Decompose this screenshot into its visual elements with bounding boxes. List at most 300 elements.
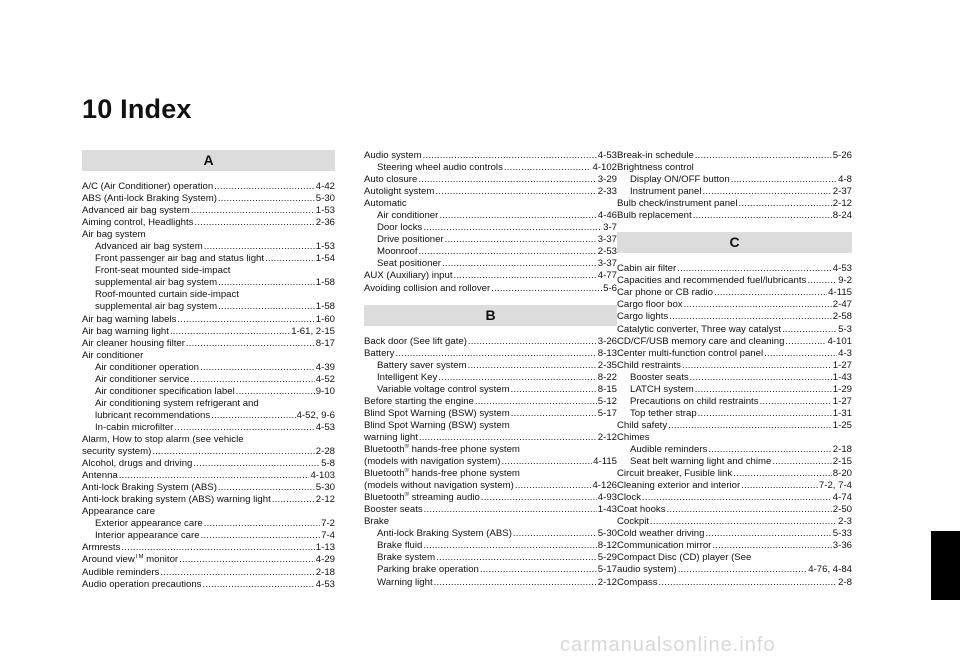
page-ref[interactable]: 2-3 — [838, 516, 852, 528]
entry-term — [377, 577, 433, 589]
entry-term-text: Bulb check/instrument panel — [617, 198, 738, 210]
entry-term — [364, 336, 467, 348]
entry-term-text: Display ON/OFF button — [630, 174, 730, 186]
entry-term-rest: streaming audio — [408, 492, 480, 504]
page-ref[interactable]: 5-8 — [321, 458, 335, 470]
page-ref[interactable]: 1-25 — [832, 419, 852, 431]
dot-leader — [677, 263, 832, 275]
dot-leader — [468, 336, 597, 348]
dot-leader — [201, 530, 321, 542]
entry-term — [95, 277, 217, 289]
page-ref[interactable]: 2-58 — [832, 311, 852, 323]
index-entry — [617, 210, 852, 222]
entry-term — [617, 528, 704, 540]
dot-leader — [782, 324, 837, 336]
entry-term-text: In-cabin microfilter — [95, 421, 174, 433]
entry-term-text: Advanced air bag system — [82, 205, 190, 217]
page-ref[interactable]: 8-15 — [597, 383, 617, 395]
page-ref[interactable]: 4-53 — [832, 263, 852, 275]
page-ref[interactable]: 5-29 — [597, 552, 617, 564]
entry-term — [82, 579, 201, 591]
entry-term-text: Brake system — [377, 552, 436, 564]
entry-term — [630, 186, 701, 198]
entry-term — [82, 181, 213, 193]
dot-leader — [177, 314, 314, 326]
page-ref[interactable]: 4-74 — [832, 492, 852, 504]
page-ref[interactable]: 1-54 — [315, 253, 335, 265]
page-ref[interactable]: 4-102 — [592, 162, 617, 174]
section-spacer — [364, 295, 617, 305]
entry-term-text: Back door (See lift gate) — [364, 335, 467, 347]
entry-term-text: Coat hooks — [617, 504, 666, 516]
entry-term — [617, 468, 732, 480]
dot-leader — [480, 564, 597, 576]
page-ref[interactable]: 4-3 — [838, 347, 852, 359]
index-entry — [82, 567, 335, 579]
index-entry — [82, 229, 335, 241]
section-spacer — [617, 222, 852, 232]
page-ref[interactable]: 4-42 — [315, 181, 335, 192]
index-subentry — [364, 552, 617, 564]
entry-term — [617, 480, 740, 492]
entry-term — [95, 289, 239, 300]
page-ref[interactable]: 3-37 — [597, 234, 617, 246]
page-ref[interactable]: 1-53 — [315, 241, 335, 253]
page-ref[interactable]: 2-33 — [597, 186, 617, 198]
entry-term — [364, 270, 453, 282]
entry-term — [95, 265, 230, 276]
entry-term-text: Air conditioning system refrigerant and — [95, 397, 259, 409]
entry-term — [377, 360, 467, 372]
entry-term — [377, 528, 512, 540]
section-header: B — [364, 305, 617, 326]
entry-term-text: Air conditioner service — [95, 373, 190, 385]
index-entry — [364, 492, 617, 504]
page-ref[interactable]: 5-3 — [838, 323, 852, 335]
entry-term-text: Front-seat mounted side-impact — [95, 265, 231, 277]
dot-leader — [436, 552, 597, 564]
page-ref[interactable]: 5-17 — [597, 564, 617, 576]
entry-term — [377, 162, 503, 174]
index-column-3 — [617, 150, 852, 589]
dot-leader — [191, 205, 315, 217]
dot-leader — [684, 299, 832, 311]
entry-term — [364, 480, 514, 492]
page-ref[interactable]: 5-6 — [603, 282, 617, 294]
page-ref[interactable]: 2-35 — [597, 359, 617, 371]
page-ref[interactable]: 3-36 — [832, 540, 852, 552]
index-entry — [82, 205, 335, 217]
entry-term — [364, 283, 490, 295]
dot-leader — [695, 150, 832, 162]
entry-term — [95, 422, 173, 434]
index-entry — [82, 482, 335, 494]
entry-term — [617, 420, 667, 432]
entry-term — [617, 336, 784, 348]
entry-term-text: Clock — [617, 492, 641, 504]
page-ref[interactable]: 1-27 — [832, 359, 852, 371]
index-entry — [617, 577, 852, 589]
entry-term — [617, 360, 681, 372]
entry-term-text: Booster seats — [364, 504, 423, 516]
index-entry — [617, 275, 852, 287]
dot-leader — [807, 275, 837, 287]
entry-term-text: Exterior appearance care — [95, 518, 203, 530]
page-ref[interactable]: 1-61, 2-15 — [291, 325, 335, 337]
entry-term-text: Steering wheel audio controls — [377, 162, 503, 174]
dot-leader — [179, 554, 315, 566]
dot-leader — [419, 432, 597, 444]
page-ref[interactable]: 5-12 — [597, 395, 617, 407]
page-ref[interactable]: 2-8 — [838, 576, 852, 588]
index-subentry — [364, 384, 617, 396]
dot-leader — [739, 198, 832, 210]
page-ref[interactable]: 1-29 — [832, 383, 852, 395]
index-subentry — [364, 246, 617, 258]
index-entry — [364, 283, 617, 295]
page-ref[interactable]: 2-12 — [597, 431, 617, 443]
page-ref[interactable]: 9-2 — [838, 275, 852, 287]
entry-term-text: Air bag warning light — [82, 325, 169, 337]
entry-term — [617, 162, 694, 173]
index-entry — [364, 480, 617, 492]
page-ref[interactable]: 5-30 — [315, 482, 335, 494]
page-ref[interactable]: 5-33 — [832, 528, 852, 540]
entry-term — [377, 552, 435, 564]
dot-leader — [272, 494, 315, 506]
entry-term-text: Battery — [364, 347, 395, 359]
entry-term-text: Drive positioner — [377, 234, 444, 246]
entry-term — [617, 324, 781, 336]
index-entry — [617, 336, 852, 348]
entry-term — [377, 210, 438, 222]
entry-term — [364, 174, 417, 186]
entry-term-text: Cleaning exterior and interior — [617, 480, 741, 492]
entry-term-rest: hands-free phone system — [408, 468, 520, 480]
index-column-1 — [82, 150, 335, 591]
dot-leader — [218, 482, 315, 494]
page-ref[interactable]: 3-37 — [597, 258, 617, 270]
index-entry — [617, 311, 852, 323]
entry-term — [617, 432, 650, 443]
entry-term-text: Break-in schedule — [617, 150, 694, 161]
entry-term — [95, 241, 203, 253]
dot-leader — [265, 253, 315, 265]
dot-leader — [502, 456, 593, 468]
entry-term — [364, 420, 510, 431]
entry-term-text: Air bag system — [82, 229, 146, 241]
entry-term-text: Appearance care — [82, 506, 156, 518]
page-ref[interactable]: 2-37 — [832, 186, 852, 198]
index-subentry — [364, 210, 617, 222]
index-entry — [82, 470, 335, 482]
dot-leader — [669, 311, 832, 323]
entry-term-text: AUX (Auxiliary) input — [364, 270, 453, 282]
entry-term-text: Cargo floor box — [617, 299, 683, 311]
index-subentry — [364, 528, 617, 540]
page-ref[interactable]: 1-43 — [832, 371, 852, 383]
page-ref[interactable]: 8-24 — [832, 210, 852, 222]
page-ref[interactable]: 8-20 — [832, 468, 852, 480]
entry-term-text: Air cleaner housing filter — [82, 337, 185, 349]
page-ref[interactable]: 4-77 — [597, 270, 617, 282]
page-ref[interactable]: 8-13 — [597, 347, 617, 359]
index-subentry — [364, 222, 617, 234]
page-ref[interactable]: 7-2 — [321, 518, 335, 530]
page-ref[interactable]: 3-29 — [597, 174, 617, 186]
page-ref[interactable]: 2-47 — [832, 299, 852, 311]
page-ref[interactable]: 4-29 — [315, 554, 335, 566]
entry-term-text: Seat positioner — [377, 258, 441, 270]
entry-term-text: Air bag warning labels — [82, 313, 177, 325]
page-ref[interactable]: 4-53 — [315, 578, 335, 590]
entry-term — [617, 564, 677, 576]
index-entry — [617, 420, 852, 432]
page-ref[interactable]: 1-27 — [832, 395, 852, 407]
page-ref[interactable]: 2-12 — [315, 494, 335, 506]
section-header: A — [82, 150, 335, 171]
page-ref[interactable]: 4-8 — [838, 174, 852, 186]
index-subentry — [82, 410, 335, 422]
index-subentry — [82, 362, 335, 374]
entry-term-text: Blind Spot Warning (BSW) system — [364, 419, 510, 431]
page-ref[interactable]: 1-58 — [315, 277, 335, 289]
page-ref[interactable]: 2-12 — [832, 198, 852, 210]
entry-term-text: Bluetooth — [364, 468, 405, 480]
page-ref[interactable]: 2-18 — [832, 443, 852, 455]
index-entry — [364, 516, 617, 528]
dot-leader — [690, 372, 832, 384]
page-ref[interactable]: 4-76, 4-84 — [808, 564, 852, 576]
entry-term-text: (models with navigation system) — [364, 456, 501, 468]
dot-leader — [200, 362, 315, 374]
page-ref[interactable]: 1-13 — [315, 542, 335, 554]
dot-leader — [702, 186, 831, 198]
page-ref[interactable]: 7-4 — [321, 530, 335, 542]
index-entry — [617, 360, 852, 372]
page-ref[interactable]: 2-28 — [315, 446, 335, 458]
index-entry — [617, 348, 852, 360]
dot-leader — [418, 174, 596, 186]
entry-term — [82, 326, 169, 338]
page-ref[interactable]: 4-126 — [592, 480, 617, 492]
page-ref[interactable]: 5-26 — [832, 150, 852, 161]
entry-term — [617, 492, 641, 504]
page-ref[interactable]: 4-101 — [827, 335, 852, 347]
entry-term-text: Air conditioner operation — [95, 361, 199, 373]
dot-leader — [211, 410, 295, 422]
entry-term — [364, 516, 389, 527]
dot-leader — [504, 162, 592, 174]
index-entry — [364, 336, 617, 348]
dot-leader — [152, 446, 314, 458]
index-entry — [82, 579, 335, 591]
index-entry — [617, 162, 852, 174]
page-ref[interactable]: 4-52, 9-6 — [296, 409, 335, 421]
entry-term-text: Brightness control — [617, 162, 694, 174]
entry-term — [95, 410, 210, 422]
entry-term — [364, 396, 474, 408]
entry-term-text: Anti-lock Braking System (ABS) — [377, 528, 512, 540]
dot-leader — [650, 516, 837, 528]
index-subentry — [364, 577, 617, 589]
page-ref[interactable]: 1-60 — [315, 313, 335, 325]
dot-leader — [434, 577, 597, 589]
entry-term-text: Variable voltage control system — [377, 383, 510, 395]
entry-term — [364, 444, 520, 455]
index-subentry — [82, 530, 335, 542]
entry-term-text: Armrests — [82, 542, 121, 554]
entry-term — [364, 432, 418, 444]
dot-leader — [174, 422, 314, 434]
page-ref[interactable]: 8-12 — [597, 540, 617, 552]
entry-superscript: ® — [404, 468, 409, 474]
entry-term-text: Parking brake operation — [377, 564, 479, 576]
index-entry — [364, 420, 617, 432]
dot-leader — [204, 241, 315, 253]
index-subentry — [364, 564, 617, 576]
index-entry — [82, 314, 335, 326]
dot-leader — [119, 470, 310, 482]
page-ref[interactable]: 1-31 — [832, 407, 852, 419]
page-ref[interactable]: 4-39 — [315, 361, 335, 373]
entry-term-text: Child safety — [617, 419, 668, 431]
entry-term-text: lubricant recommendations — [95, 409, 211, 421]
page-ref[interactable]: 4-115 — [828, 287, 852, 299]
page-ref[interactable]: 4-93 — [597, 492, 617, 504]
page-ref[interactable]: 3-7 — [603, 222, 617, 234]
page-ref[interactable]: 4-46 — [597, 210, 617, 222]
dot-leader — [214, 181, 315, 193]
index-entry — [82, 554, 335, 566]
dot-leader — [695, 384, 832, 396]
page-ref[interactable]: 5-17 — [597, 407, 617, 419]
page-ref[interactable]: 2-50 — [832, 504, 852, 516]
entry-term — [82, 434, 244, 445]
entry-term — [617, 552, 751, 563]
index-entry — [82, 494, 335, 506]
entry-term — [82, 494, 271, 506]
page-ref[interactable]: 4-53 — [315, 421, 335, 433]
index-entry — [82, 434, 335, 446]
page-ref[interactable]: 5-30 — [597, 528, 617, 540]
page-ref[interactable]: 2-36 — [315, 217, 335, 229]
chapter-tab-marker — [931, 531, 960, 600]
page-ref[interactable]: 1-43 — [597, 504, 617, 516]
index-entry — [617, 480, 852, 492]
entry-term — [364, 408, 510, 420]
entry-term-text: Instrument panel — [630, 186, 702, 198]
entry-term-text: Cockpit — [617, 516, 649, 528]
index-subentry — [82, 374, 335, 386]
index-subentry — [82, 241, 335, 253]
dot-leader — [218, 301, 315, 313]
index-subentry — [364, 162, 617, 174]
dot-leader — [435, 186, 596, 198]
page-ref[interactable]: 4-103 — [310, 470, 335, 482]
page-ref[interactable]: 4-115 — [593, 456, 617, 468]
entry-term — [630, 408, 697, 420]
entry-term-text: Antenna — [82, 470, 118, 482]
index-subentry — [364, 372, 617, 384]
dot-leader — [772, 456, 831, 468]
entry-term-text: Cold weather driving — [617, 528, 705, 540]
index-entry — [364, 468, 617, 480]
index-subentry — [617, 186, 852, 198]
dot-leader — [218, 193, 315, 205]
entry-term-text: Autolight system — [364, 186, 435, 198]
page-ref[interactable]: 3-26 — [597, 335, 617, 347]
entry-term-text: Capacities and recommended fuel/lubricants — [617, 275, 807, 287]
entry-superscript: ® — [404, 492, 409, 498]
index-subentry — [82, 277, 335, 289]
page-ref[interactable]: 1-58 — [315, 301, 335, 313]
entry-term — [377, 564, 479, 576]
entry-term — [82, 506, 155, 517]
index-entry — [82, 542, 335, 554]
page-ref[interactable]: 7-2, 7-4 — [818, 480, 852, 492]
index-entry — [617, 287, 852, 299]
index-entry — [617, 263, 852, 275]
dot-leader — [693, 210, 832, 222]
dot-leader — [708, 444, 831, 456]
page-ref[interactable]: 2-15 — [832, 456, 852, 468]
dot-leader — [204, 518, 320, 530]
entry-term-text: Audible reminders — [630, 443, 708, 455]
entry-term-text: A/C (Air Conditioner) operation — [82, 181, 214, 192]
index-subentry — [617, 372, 852, 384]
page-ref[interactable]: 5-30 — [315, 193, 335, 205]
entry-term — [95, 398, 259, 409]
dot-leader — [475, 396, 597, 408]
entry-term-text: Front passenger air bag and status light — [95, 253, 265, 265]
index-entry — [364, 174, 617, 186]
page-ref[interactable]: 2-12 — [597, 576, 617, 588]
entry-term-text: Air conditioner — [377, 210, 439, 222]
index-subentry — [82, 301, 335, 313]
dot-leader — [442, 258, 597, 270]
entry-term — [82, 314, 176, 326]
entry-term-text: Audio operation precautions — [82, 578, 202, 590]
page-ref[interactable]: 9-10 — [315, 385, 335, 397]
entry-term-text: supplemental air bag system — [95, 277, 218, 289]
dot-leader — [642, 492, 832, 504]
dot-leader — [511, 384, 597, 396]
index-entry — [617, 198, 852, 210]
entry-term-text: Bluetooth — [364, 492, 405, 504]
entry-term — [630, 174, 730, 186]
entry-term — [82, 542, 120, 554]
page-ref[interactable]: 8-17 — [315, 337, 335, 349]
page-ref[interactable]: 2-18 — [315, 566, 335, 578]
page-ref[interactable]: 8-22 — [597, 371, 617, 383]
entry-term-text: Brake — [364, 516, 390, 528]
entry-term — [617, 516, 649, 528]
entry-term — [82, 338, 185, 350]
entry-term-text: Top tether strap — [630, 407, 697, 419]
dot-leader — [785, 336, 826, 348]
entry-term-text: LATCH system — [630, 383, 694, 395]
page-ref[interactable]: 2-53 — [597, 246, 617, 258]
dot-leader — [513, 528, 597, 540]
page-ref[interactable]: 4-52 — [315, 373, 335, 385]
index-subentry — [82, 398, 335, 410]
page-ref[interactable]: 1-53 — [315, 205, 335, 217]
entry-term — [82, 350, 143, 361]
entry-term — [617, 263, 676, 275]
page-ref[interactable]: 4-53 — [597, 150, 617, 161]
index-subentry — [82, 253, 335, 265]
